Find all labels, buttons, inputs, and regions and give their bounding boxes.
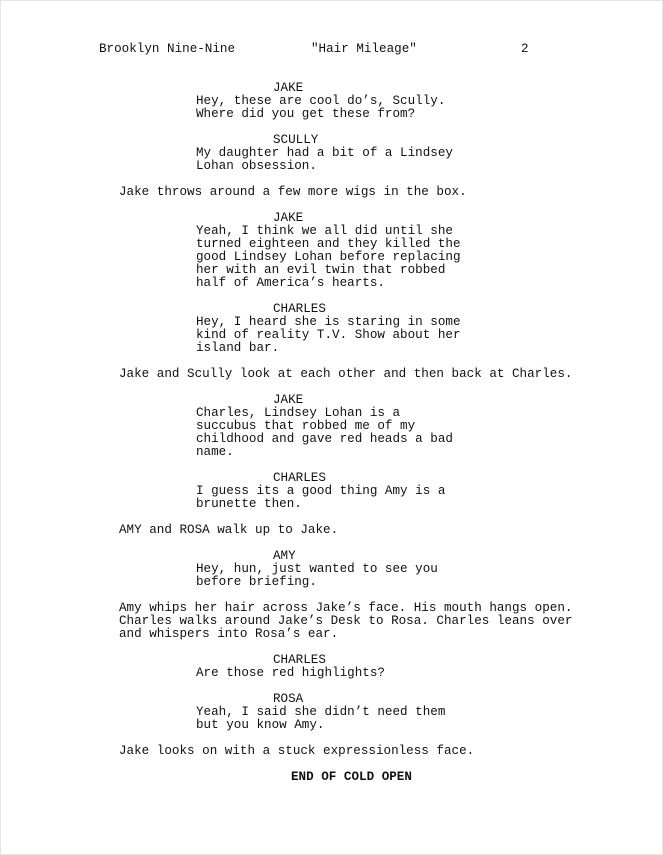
action-line: AMY and ROSA walk up to Jake. bbox=[119, 523, 339, 537]
transition-end-of-cold-open: END OF COLD OPEN bbox=[291, 770, 412, 784]
dialogue-line: turned eighteen and they killed the bbox=[196, 237, 461, 251]
character-cue: ROSA bbox=[273, 692, 304, 706]
dialogue-line: Hey, these are cool do’s, Scully. bbox=[196, 94, 446, 108]
dialogue-line: good Lindsey Lohan before replacing bbox=[196, 250, 461, 264]
dialogue-line: I guess its a good thing Amy is a bbox=[196, 484, 446, 498]
action-line: Charles walks around Jake’s Desk to Rosa. Charles leans over bbox=[119, 614, 573, 628]
character-cue: CHARLES bbox=[273, 302, 326, 316]
character-cue: JAKE bbox=[273, 393, 304, 407]
character-cue: JAKE bbox=[273, 81, 304, 95]
header-episode-title: "Hair Mileage" bbox=[311, 42, 417, 56]
dialogue-line: name. bbox=[196, 445, 234, 459]
character-cue: AMY bbox=[273, 549, 296, 563]
character-cue: SCULLY bbox=[273, 133, 319, 147]
dialogue-line: succubus that robbed me of my bbox=[196, 419, 416, 433]
dialogue-line: Where did you get these from? bbox=[196, 107, 416, 121]
dialogue-line: island bar. bbox=[196, 341, 280, 355]
dialogue-line: childhood and gave red heads a bad bbox=[196, 432, 453, 446]
character-cue: JAKE bbox=[273, 211, 304, 225]
dialogue-line: but you know Amy. bbox=[196, 718, 325, 732]
dialogue-line: Hey, hun, just wanted to see you bbox=[196, 562, 438, 576]
character-cue: CHARLES bbox=[273, 471, 326, 485]
dialogue-line: Charles, Lindsey Lohan is a bbox=[196, 406, 401, 420]
dialogue-line: brunette then. bbox=[196, 497, 302, 511]
action-line: Jake looks on with a stuck expressionless face. bbox=[119, 744, 475, 758]
header-show-title: Brooklyn Nine-Nine bbox=[99, 42, 236, 56]
dialogue-line: Hey, I heard she is staring in some bbox=[196, 315, 461, 329]
dialogue-line: Yeah, I think we all did until she bbox=[196, 224, 453, 238]
dialogue-line: Yeah, I said she didn’t need them bbox=[196, 705, 446, 719]
dialogue-line: Are those red highlights? bbox=[196, 666, 385, 680]
action-line: and whispers into Rosa’s ear. bbox=[119, 627, 339, 641]
action-line: Amy whips her hair across Jake’s face. His mouth hangs open. bbox=[119, 601, 573, 615]
dialogue-line: Lohan obsession. bbox=[196, 159, 317, 173]
action-line: Jake and Scully look at each other and then back at Charles. bbox=[119, 367, 573, 381]
action-line: Jake throws around a few more wigs in the box. bbox=[119, 185, 467, 199]
dialogue-line: half of America’s hearts. bbox=[196, 276, 385, 290]
dialogue-line: her with an evil twin that robbed bbox=[196, 263, 446, 277]
dialogue-line: before briefing. bbox=[196, 575, 317, 589]
character-cue: CHARLES bbox=[273, 653, 326, 667]
header-page-number: 2 bbox=[521, 42, 529, 56]
dialogue-line: kind of reality T.V. Show about her bbox=[196, 328, 461, 342]
dialogue-line: My daughter had a bit of a Lindsey bbox=[196, 146, 453, 160]
